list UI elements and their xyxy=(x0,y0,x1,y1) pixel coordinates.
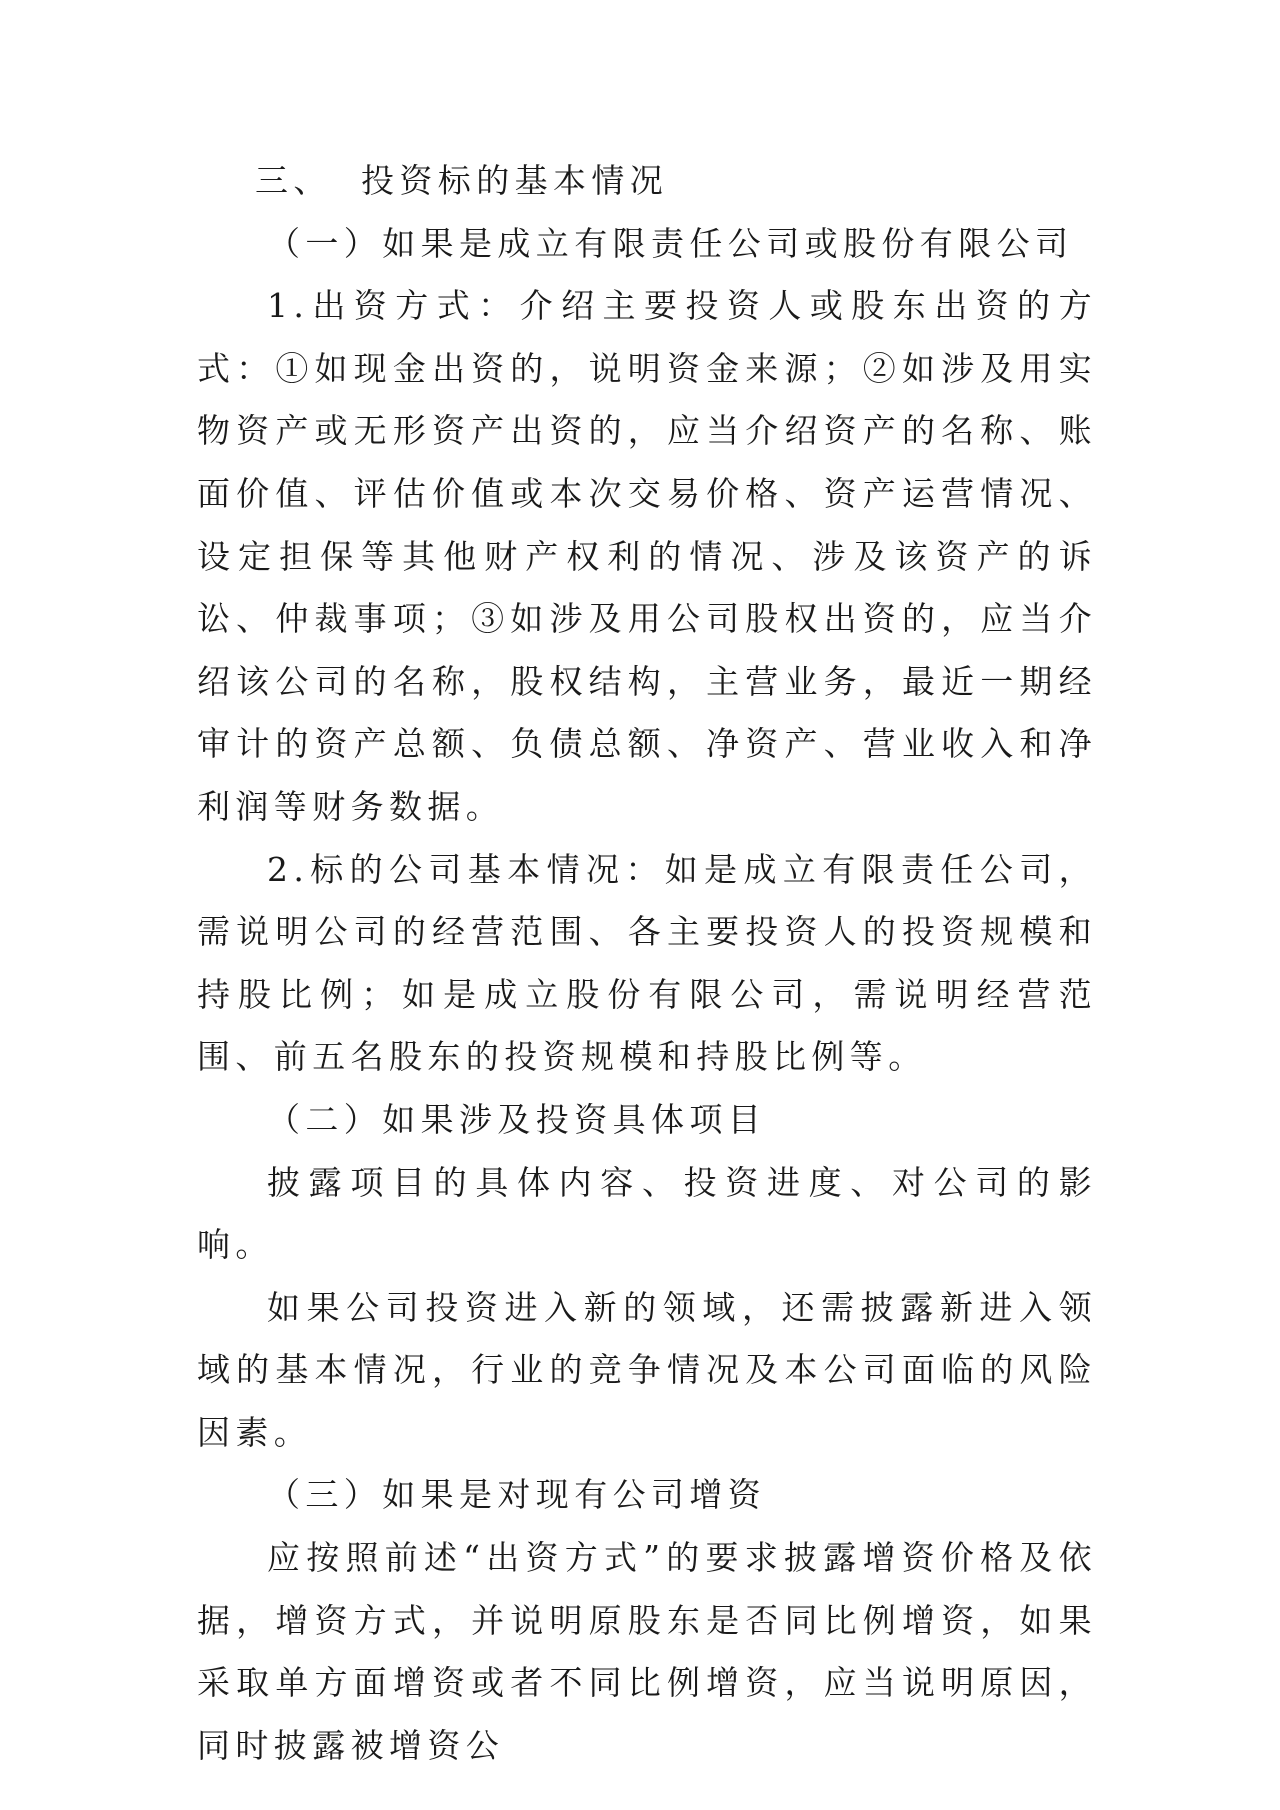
subsection-heading-2: （二）如果涉及投资具体项目 xyxy=(267,1099,767,1139)
section-number: 三、 xyxy=(255,161,332,200)
paragraph-capital-increase: 应按照前述“出资方式”的要求披露增资价格及依据，增资方式，并说明原股东是否同比例增资，如果采取单方面增资或者不同比例增资，应当说明原因，同时披露被增资公 xyxy=(197,1538,1097,1765)
paragraph-target-company: 2.标的公司基本情况：如是成立有限责任公司，需说明公司的经营范围、各主要投资人的投资规模和持股比例；如是成立股份有限公司，需说明经营范围、前五名股东的投资规模和持股比例等。 xyxy=(197,849,1097,1077)
document-body xyxy=(197,150,1097,1777)
subsection-heading-1: （一）如果是成立有限责任公司或股份有限公司 xyxy=(267,223,1074,263)
section-title: 投资标的基本情况 xyxy=(361,161,669,200)
paragraph-new-field: 如果公司投资进入新的领域，还需披露新进入领域的基本情况，行业的竞争情况及本公司面临的风险因素。 xyxy=(197,1287,1097,1452)
section-heading xyxy=(197,150,1097,213)
subsection-heading-3: （三）如果是对现有公司增资 xyxy=(267,1475,767,1515)
paragraph-project-disclosure: 披露项目的具体内容、投资进度、对公司的影响。 xyxy=(197,1162,1097,1265)
paragraph-capital-contribution: 1.出资方式：介绍主要投资人或股东出资的方式：①如现金出资的，说明资金来源；②如涉及用实物资产或无形资产出资的，应当介绍资产的名称、账面价值、评估价值或本次交易价格、资产运营情况、设定担保等其他财产权利的情况、涉及该资产的诉讼、仲裁事项；③如涉及用公司股权出资的，应当介绍该公司的名称，股权结构，主营业务，最近一期经审计的资产总额、负债总额、净资产、营业收入和净利润等财务数据。 xyxy=(197,286,1097,826)
